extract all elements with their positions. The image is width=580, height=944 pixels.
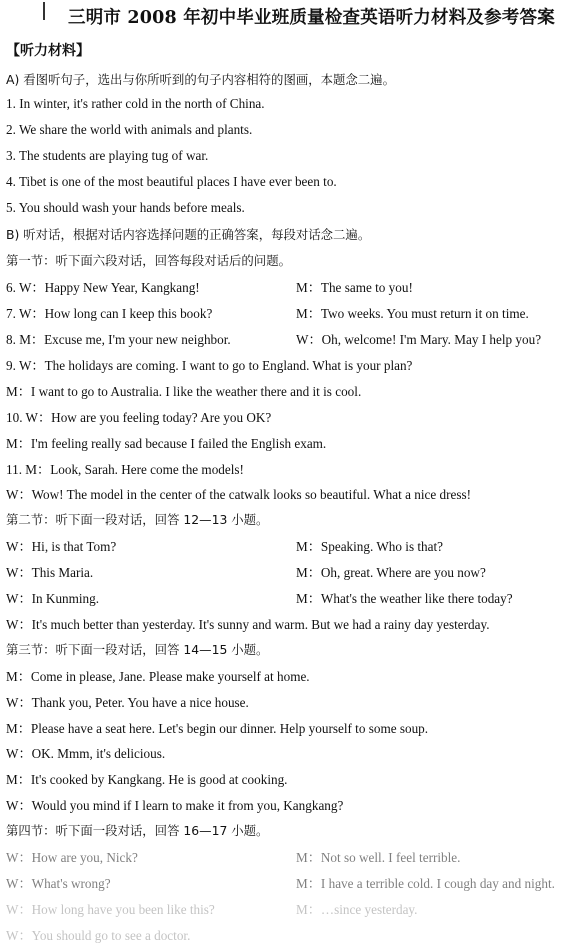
transcript-line: W：OK. Mmm, it's delicious. bbox=[6, 746, 166, 762]
transcript-line: M：It's cooked by Kangkang. He is good at cooking. bbox=[6, 772, 288, 788]
transcript-line: M：Please have a seat here. Let's begin our dinner. Help yourself to some soup. bbox=[6, 720, 429, 736]
transcript-line: W：What's wrong? bbox=[6, 875, 111, 891]
transcript-line: 4. Tibet is one of the most beautiful places I have ever been to. bbox=[6, 173, 337, 189]
transcript-line: W：How are you, Nick? bbox=[6, 850, 138, 865]
transcript-line-reply: M：Not so well. I feel terrible. bbox=[296, 850, 461, 865]
transcript-line: W：In Kunming. bbox=[6, 591, 100, 606]
transcript-line: A) 看图听句子，选出与你所听到的句子内容相符的图画，本题念二遍。 bbox=[6, 72, 395, 87]
transcript-line: W：Hi, is that Tom? bbox=[6, 539, 117, 555]
transcript-line: 第三节：听下面一段对话，回答 14—15 小题。 bbox=[6, 641, 269, 657]
transcript-line: W：Thank you, Peter. You have a nice house. bbox=[6, 694, 249, 710]
transcript-line: W：This Maria. bbox=[6, 565, 94, 581]
transcript-line: M：I want to go to Australia. I like the weather there and it is cool. bbox=[6, 383, 362, 399]
transcript-line: 9. W：The holidays are coming. I want to go to England. What is your plan? bbox=[6, 357, 413, 373]
transcript-line: 2. We share the world with animals and plants. bbox=[6, 121, 253, 137]
transcript-line-reply: M：…since yesterday. bbox=[296, 901, 418, 917]
transcript-line: 第四节：听下面一段对话，回答 16—17 小题。 bbox=[6, 823, 269, 839]
transcript-line-reply: M：Two weeks. You must return it on time. bbox=[296, 306, 529, 322]
transcript-line: W：Would you mind if I learn to make it from you, Kangkang? bbox=[6, 798, 344, 814]
section-heading: 【听力材料】 bbox=[6, 43, 90, 59]
transcript-line: 8. M：Excuse me, I'm your new neighbor. bbox=[6, 332, 231, 347]
margin-mark bbox=[43, 2, 45, 20]
transcript-line: W：How long have you been like this? bbox=[6, 901, 215, 917]
transcript-line: W：It's much better than yesterday. It's sunny and warm. But we had a rainy day yesterday. bbox=[6, 616, 490, 632]
transcript-line-reply: M：Speaking. Who is that? bbox=[296, 539, 444, 555]
transcript-line: 6. W：Happy New Year, Kangkang! bbox=[6, 280, 200, 296]
transcript-line: B) 听对话，根据对话内容选择问题的正确答案，每段对话念二遍。 bbox=[6, 227, 371, 243]
transcript-line-reply: M：I have a terrible cold. I cough day and night. bbox=[296, 875, 555, 891]
transcript-line: 5. You should wash your hands before meals. bbox=[6, 199, 245, 215]
transcript-line: 3. The students are playing tug of war. bbox=[6, 147, 209, 163]
transcript-line-reply: M：What's the weather like there today? bbox=[296, 591, 513, 606]
transcript-line-reply: M：The same to you! bbox=[296, 280, 413, 296]
transcript-line: 第二节：听下面一段对话，回答 12—13 小题。 bbox=[6, 512, 269, 528]
document-title: 三明市 2008 年初中毕业班质量检查英语听力材料及参考答案 bbox=[68, 8, 555, 28]
transcript-line: M：I'm feeling really sad because I failed the English exam. bbox=[6, 435, 327, 451]
transcript-line: W：Wow! The model in the center of the catwalk looks so beautiful. What a nice dress! bbox=[6, 487, 471, 503]
transcript-line-reply: M：Oh, great. Where are you now? bbox=[296, 565, 486, 581]
transcript-line: M：Come in please, Jane. Please make yourself at home. bbox=[6, 668, 310, 684]
transcript-line: 1. In winter, it's rather cold in the north of China. bbox=[6, 95, 265, 111]
transcript-line: 11. M：Look, Sarah. Here come the models! bbox=[6, 461, 244, 477]
transcript-line-reply: W：Oh, welcome! I'm Mary. May I help you? bbox=[296, 332, 542, 347]
transcript-line: 第一节：听下面六段对话，回答每段对话后的问题。 bbox=[6, 253, 291, 269]
transcript-line: 7. W：How long can I keep this book? bbox=[6, 306, 213, 322]
transcript-line: 10. W：How are you feeling today? Are you OK? bbox=[6, 409, 272, 425]
transcript-line: W：You should go to see a doctor. bbox=[6, 927, 191, 943]
